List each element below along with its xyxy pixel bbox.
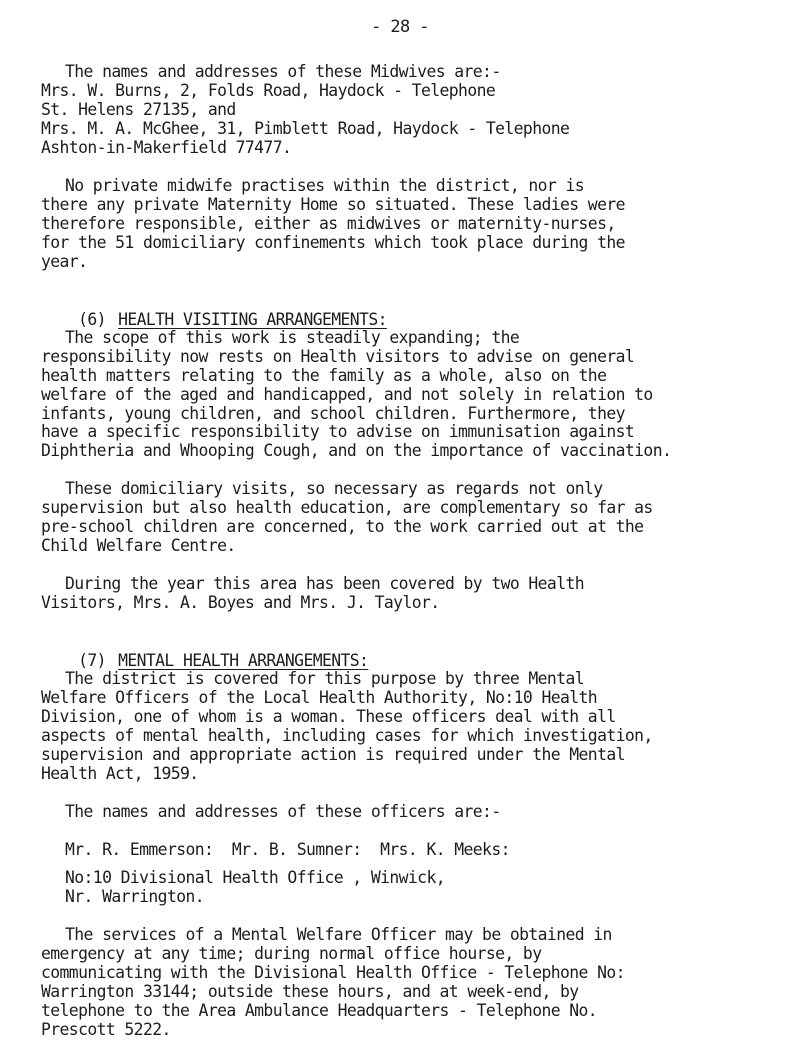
midwives-line: The names and addresses of these Midwives are:- (65, 62, 501, 81)
section-7-title: MENTAL HEALTH ARRANGEMENTS: (118, 651, 369, 670)
section-6-para2-line: supervision but also health education, are complementary so far as (41, 498, 653, 518)
section-6-para1-line: infants, young children, and school children. Furthermore, they (41, 403, 625, 423)
section-6-para3-line: Visitors, Mrs. A. Boyes and Mrs. J. Taylor. (41, 593, 440, 613)
section-6-para2-line: pre-school children are concerned, to the work carried out at the (41, 517, 644, 537)
section-6-title: HEALTH VISITING ARRANGEMENTS: (118, 309, 387, 329)
section-7-para1-line: Welfare Officers of the Local Health Authority, No:10 Health (41, 688, 598, 707)
section-7-para1-line: Health Act, 1959. (41, 763, 199, 783)
section-6-para1-line: Diphtheria and Whooping Cough, and on the importance of vaccination. (41, 441, 672, 461)
private-midwifery-line: there any private Maternity Home so situated. These ladies were (41, 194, 625, 214)
section-7-para1-line: supervision and appropriate action is required under the Mental (41, 744, 625, 764)
private-midwifery-line: for the 51 domiciliary confinements which took place during the (41, 232, 625, 252)
section-7-number: (7) (78, 651, 106, 670)
section-7-para3-line: Warrington 33144; outside these hours, and at week-end, by (41, 982, 579, 1002)
section-6-para1-line: The scope of this work is steadily expanding; the (65, 327, 520, 347)
section-7-para3-line: communicating with the Divisional Health Office - Telephone No: (41, 963, 625, 983)
section-7-para3-line: emergency at any time; during normal office hourse, by (41, 944, 542, 964)
midwives-line: Mrs. W. Burns, 2, Folds Road, Haydock - Telephone (41, 81, 496, 100)
private-midwifery-line: year. (41, 251, 88, 271)
section-7-para1-line: aspects of mental health, including cases for which investigation, (41, 726, 653, 745)
section-7-para1-line: The district is covered for this purpose by three Mental (65, 669, 585, 688)
section-6-para1-line: have a specific responsibility to advise on immunisation against (41, 422, 635, 442)
section-7-para2-line: The names and addresses of these officers are:- (65, 801, 501, 821)
section-6-para2-line: These domiciliary visits, so necessary as regards not only (65, 479, 603, 499)
section-7-para1-line: Division, one of whom is a woman. These officers deal with all (41, 707, 616, 726)
section-7-para3-line: telephone to the Area Ambulance Headquarters - Telephone No. (41, 1001, 598, 1020)
midwives-line: Mrs. M. A. McGhee, 31, Pimblett Road, Haydock - Telephone (41, 118, 570, 138)
section-6-para1-line: health matters relating to the family as a whole, also on the (41, 365, 607, 385)
private-midwifery-line: therefore responsible, either as midwives or maternity-nurses, (41, 213, 616, 233)
officers-address-line: Nr. Warrington. (65, 887, 205, 907)
officers-address-line: No:10 Divisional Health Office , Winwick, (65, 868, 445, 888)
officers-names: Mr. R. Emmerson: Mr. B. Sumner: Mrs. K. Meeks: (65, 839, 510, 859)
section-6-para1-line: welfare of the aged and handicapped, and not solely in relation to (41, 384, 653, 404)
midwives-line: Ashton-in-Makerfield 77477. (41, 137, 292, 157)
page-number: - 28 - (371, 17, 429, 37)
section-6-para2-line: Child Welfare Centre. (41, 536, 236, 556)
section-6-number: (6) (78, 309, 106, 329)
section-6-para1-line: responsibility now rests on Health visitors to advise on general (41, 346, 635, 366)
section-7-para3-line: The services of a Mental Welfare Officer may be obtained in (65, 925, 612, 945)
section-6-para3-line: During the year this area has been covered by two Health (65, 574, 585, 594)
section-7-para3-line: Prescott 5222. (41, 1020, 171, 1039)
midwives-line: St. Helens 27135, and (41, 99, 236, 119)
private-midwifery-line: No private midwife practises within the district, nor is (65, 175, 585, 195)
